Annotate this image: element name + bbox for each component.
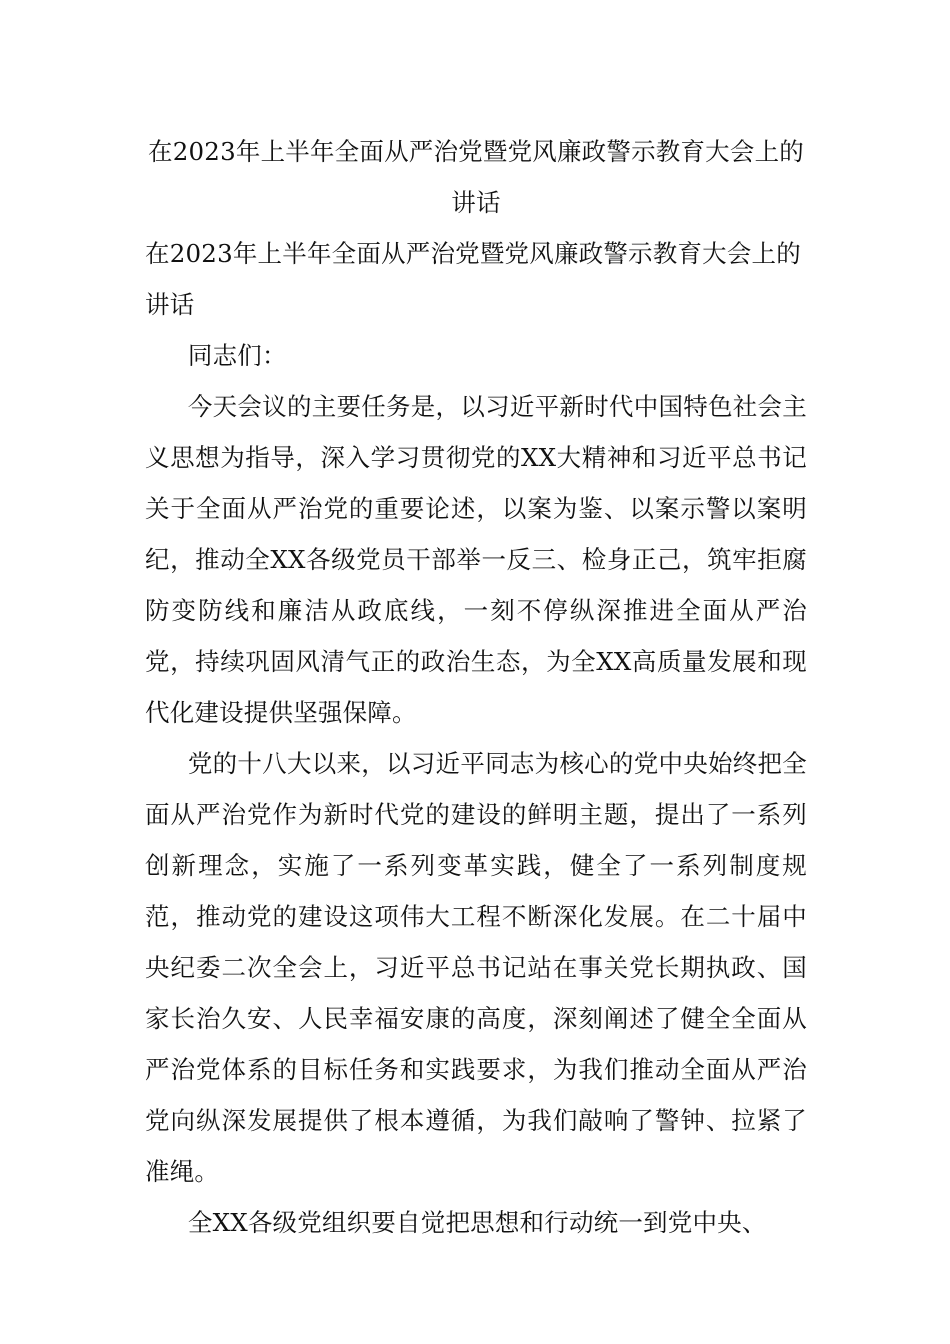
document-title-repeat: 在2023年上半年全面从严治党暨党风廉政警示教育大会上的讲话	[145, 239, 801, 319]
document-title: 在2023年上半年全面从严治党暨党风廉政警示教育大会上的讲话	[148, 137, 804, 217]
paragraph-3: 全XX各级党组织要自觉把思想和行动统一到党中央、	[187, 1208, 767, 1237]
paragraph-1: 今天会议的主要任务是，以习近平新时代中国特色社会主义思想为指导，深入学习贯彻党的XX大精神和习近平总书记关于全面从严治党的重要论述，以案为鉴、以案示警以案明纪，推动全XX各级党员干部举一反三、检身正己，筑牢拒腐防变防线和廉洁从政底线，一刻不停纵深推进全面从严治党，持续巩固风清气正的政治生态，为全XX高质量发展和现代化建设提供坚强保障。	[145, 392, 807, 727]
paragraph-2: 党的十八大以来，以习近平同志为核心的党中央始终把全面从严治党作为新时代党的建设的鲜明主题，提出了一系列创新理念，实施了一系列变革实践，健全了一系列制度规范，推动党的建设这项伟大工程不断深化发展。在二十届中央纪委二次全会上，习近平总书记站在事关党长期执政、国家长治久安、人民幸福安康的高度，深刻阐述了健全全面从严治党体系的目标任务和实践要求，为我们推动全面从严治党向纵深发展提供了根本遵循，为我们敲响了警钟、拉紧了准绳。	[145, 749, 807, 1186]
salutation: 同志们：	[187, 341, 287, 370]
document-body	[145, 126, 807, 1248]
